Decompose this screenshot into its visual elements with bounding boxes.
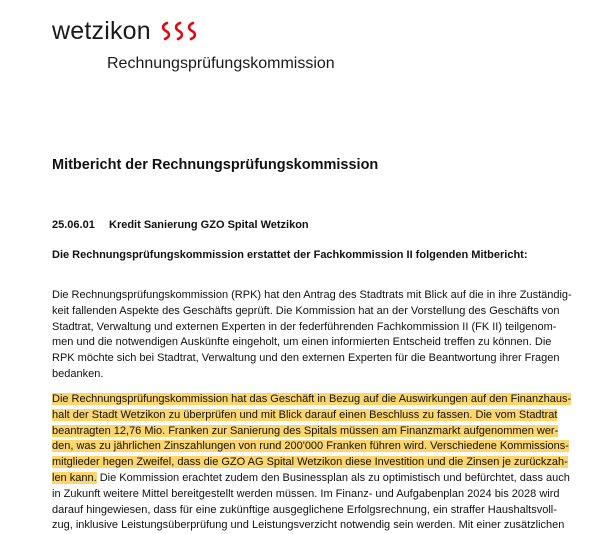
document-title: Mitbericht der Rechnungsprüfungskommission bbox=[52, 157, 379, 173]
text-line: men und die notwendigen Auskünfte eingeholt, um einen informierten Entscheid treffen zu können. Die bbox=[52, 336, 552, 349]
business-heading bbox=[52, 219, 309, 231]
highlighted-text: den, was zu jährlichen Zinszahlungen von rund 200'000 Franken führen wird. Verschiedene Kommissions- bbox=[52, 440, 569, 453]
highlighted-text: mitglieder hegen Zweifel, dass die GZO AG Spital Wetzikon diese Investition und die Zinsen je zurückzah- bbox=[52, 456, 568, 469]
highlighted-text: Die Rechnungsprüfungskommission hat das Geschäft in Bezug auf die Auswirkungen auf den Finanzhaus- bbox=[52, 393, 572, 405]
highlighted-text: len kann. bbox=[52, 471, 97, 484]
text-line bbox=[52, 424, 592, 440]
org-name: Rechnungsprüfungskommission bbox=[107, 55, 335, 72]
wetzikon-emblem-icon bbox=[161, 20, 201, 42]
logo-text: wetzikon bbox=[52, 17, 151, 45]
text-line bbox=[52, 392, 592, 408]
paragraph-text: Die Kommission erachtet zudem den Businessplan als zu optimistisch und befürchtet, dass auch bbox=[96, 471, 570, 484]
text-line: RPK möchte sich bei Stadtrat, Verwaltung und den externen Experten für die Beantwortung ihrer Fragen bbox=[52, 352, 560, 365]
text-line: darauf hingewiesen, dass für eine zukünftige ausgeglichene Erfolgsrechnung, ein straffer Haushaltsvoll- bbox=[52, 503, 557, 516]
logo bbox=[52, 16, 201, 46]
highlighted-text: beantragten 12,76 Mio. Franken zur Sanierung des Spitals müssen am Finanzmarkt aufgenommen wer- bbox=[52, 424, 559, 437]
text-line: zug, inklusive Leistungsüberprüfung und Leistungsverzicht notwendig sein werden. Mit einer zusätzlichen bbox=[52, 519, 565, 532]
paragraph-2 bbox=[52, 392, 592, 534]
business-number: 25.06.01 bbox=[52, 219, 95, 231]
text-line bbox=[52, 408, 592, 424]
text-line bbox=[52, 439, 592, 455]
text-line: in Zukunft weitere Mittel bereitgestellt werden müssen. Im Finanz- und Aufgabenplan 2024 bis 2028 wird bbox=[52, 487, 560, 500]
business-title: Kredit Sanierung GZO Spital Wetzikon bbox=[109, 219, 309, 231]
highlighted-text: halt der Stadt Wetzikon zu überprüfen und mit Blick darauf einen Beschluss zu fassen. Die vom Stadtrat bbox=[52, 408, 558, 421]
text-line: bedanken. bbox=[52, 367, 104, 380]
text-line: keit fallenden Aspekte des Geschäfts geprüft. Die Kommission hat an der Vorstellung des Geschäfts von bbox=[52, 304, 560, 317]
text-line bbox=[52, 455, 592, 471]
text-line: Stadtrat, Verwaltung und externen Experten in der federführenden Fachkommission II (FK II) teilgenom- bbox=[52, 320, 557, 333]
text-line: Die Rechnungsprüfungskommission (RPK) hat den Antrag des Stadtrats mit Blick auf die in ihre Zuständig- bbox=[52, 289, 572, 301]
text-line bbox=[52, 471, 592, 487]
paragraph-1 bbox=[52, 288, 592, 383]
intro-statement: Die Rechnungsprüfungskommission erstattet der Fachkommission II folgenden Mitbericht: bbox=[52, 249, 528, 261]
